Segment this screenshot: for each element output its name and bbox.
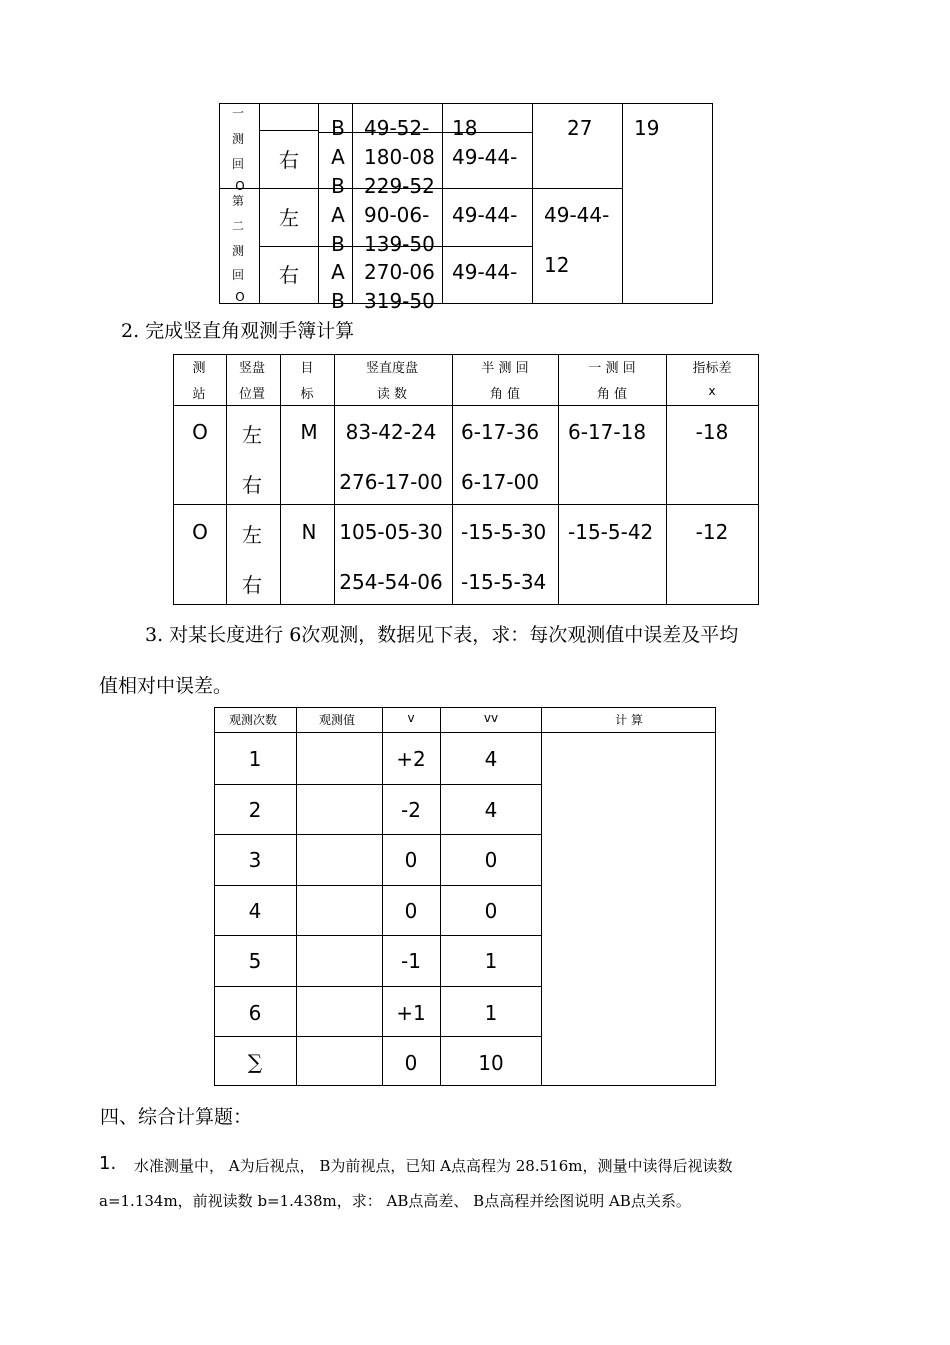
vv-cell: 1: [484, 1001, 498, 1025]
target-cell: B: [331, 174, 345, 198]
count-cell: 5: [248, 949, 262, 973]
side-label: 测: [231, 244, 245, 258]
reading-cell: 105-05-30: [339, 520, 443, 544]
half-angle-cell: 49-44-: [452, 145, 518, 169]
header-target: 目: [300, 361, 314, 376]
one-angle-cell: 49-44-: [544, 203, 610, 227]
station-cell: O: [192, 420, 208, 444]
reading-cell: 180-08: [364, 145, 435, 169]
vv-cell: 1: [484, 949, 498, 973]
header-observed-value: 观测值: [318, 713, 356, 727]
side-label: 测: [231, 132, 245, 146]
v-cell: -1: [401, 949, 421, 973]
header-reading: 竖直度盘: [365, 361, 419, 376]
reading-cell: 49-52-: [364, 116, 430, 140]
target-cell: A: [331, 203, 345, 227]
v-cell: 0: [404, 899, 418, 923]
half-angle-cell: 49-44-: [452, 260, 518, 284]
position-cell: 右: [242, 573, 262, 597]
vv-cell: 0: [484, 848, 498, 872]
reading-cell: 229-52: [364, 174, 435, 198]
problem-3-text-continued: 值相对中误差。: [99, 675, 233, 697]
half-angle-cell: -15-5-34: [461, 570, 547, 594]
side-label: O: [235, 179, 245, 193]
count-cell: 1: [248, 747, 262, 771]
sum-symbol-cell: ∑: [247, 1050, 263, 1074]
position-cell: 左: [242, 523, 262, 547]
header-one-angle: 一 测 回: [588, 361, 636, 376]
reading-cell: 270-06: [364, 260, 435, 284]
target-cell: A: [331, 145, 345, 169]
section-heading-vertical-angle: 2. 完成竖直角观测手簿计算: [121, 320, 355, 342]
reading-cell: 319-50: [364, 289, 435, 313]
position-cell: 左: [242, 423, 262, 447]
one-angle-cell: 6-17-18: [568, 420, 647, 444]
header-index-error: 指标差: [692, 361, 732, 376]
side-label: 回: [231, 268, 245, 282]
half-angle-cell: -15-5-30: [461, 520, 547, 544]
target-cell: N: [301, 520, 317, 544]
half-angle-cell: 49-44-: [452, 203, 518, 227]
side-label: 第: [231, 194, 245, 208]
vv-cell: 10: [478, 1051, 504, 1075]
vv-cell: 4: [484, 747, 498, 771]
side-label: 回: [231, 157, 245, 171]
problem-1-text: 水准测量中， A为后视点， B为前视点，已知 A点高程为 28.516m，测量中读得后视读数: [134, 1157, 733, 1175]
problem-1-number: 1.: [99, 1153, 117, 1174]
one-angle-cell: 27: [567, 116, 593, 140]
v-cell: 0: [404, 848, 418, 872]
position-cell: 右: [242, 473, 262, 497]
header-position: 位置: [238, 387, 266, 402]
target-cell: B: [331, 289, 345, 313]
target-cell: A: [331, 260, 345, 284]
count-cell: 3: [248, 848, 262, 872]
count-cell: 6: [248, 1001, 262, 1025]
side-label: O: [235, 290, 245, 304]
position-cell: 左: [279, 206, 299, 230]
station-cell: O: [192, 520, 208, 544]
side-label: 二: [231, 219, 245, 233]
reading-cell: 139-50: [364, 232, 435, 256]
header-reading: 读 数: [376, 387, 408, 402]
half-angle-cell: 6-17-36: [461, 420, 540, 444]
v-cell: 0: [404, 1051, 418, 1075]
v-cell: +2: [396, 747, 426, 771]
half-angle-cell: 6-17-00: [461, 470, 540, 494]
header-index-error: x: [708, 384, 716, 398]
vv-cell: 4: [484, 798, 498, 822]
v-cell: +1: [396, 1001, 426, 1025]
count-cell: 4: [248, 899, 262, 923]
position-cell: 右: [279, 263, 299, 287]
header-one-angle: 角 值: [596, 387, 628, 402]
vv-cell: 0: [484, 899, 498, 923]
target-cell: B: [331, 116, 345, 140]
header-target: 标: [300, 387, 314, 402]
index-error-cell: -18: [695, 420, 729, 444]
header-position: 竖盘: [238, 361, 266, 376]
target-cell: M: [300, 420, 318, 444]
reading-cell: 276-17-00: [339, 470, 443, 494]
header-station: 测: [192, 361, 206, 376]
one-angle-cell: -15-5-42: [568, 520, 654, 544]
reading-cell: 90-06-: [364, 203, 430, 227]
header-half-angle: 角 值: [489, 387, 521, 402]
average-cell: 19: [634, 116, 660, 140]
header-calculation: 计 算: [615, 713, 643, 727]
reading-cell: 83-42-24: [345, 420, 437, 444]
half-angle-cell: 18: [452, 116, 478, 140]
section-heading-comprehensive: 四、综合计算题：: [100, 1106, 253, 1128]
problem-3-text: 3. 对某长度进行 6次观测，数据见下表，求：每次观测值中误差及平均: [145, 624, 739, 646]
position-cell: 右: [279, 148, 299, 172]
header-v: v: [407, 711, 415, 725]
side-label: 一: [231, 106, 245, 120]
header-half-angle: 半 测 回: [481, 361, 529, 376]
header-vv: vv: [483, 711, 499, 725]
v-cell: -2: [401, 798, 421, 822]
index-error-cell: -12: [695, 520, 729, 544]
problem-1-text-continued: a=1.134m，前视读数 b=1.438m，求： AB点高差、 B点高程并绘图说明 AB点关系。: [99, 1192, 691, 1210]
header-station: 站: [192, 387, 206, 402]
one-angle-cell: 12: [544, 253, 570, 277]
target-cell: B: [331, 232, 345, 256]
header-count: 观测次数: [228, 713, 278, 727]
reading-cell: 254-54-06: [339, 570, 443, 594]
count-cell: 2: [248, 798, 262, 822]
